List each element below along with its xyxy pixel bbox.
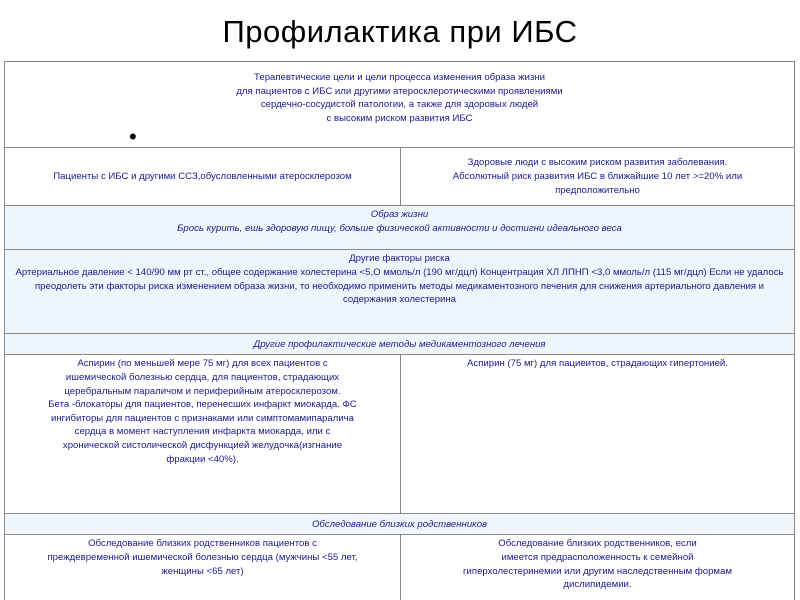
page-title: Профилактика при ИБС: [222, 14, 578, 49]
prophylaxis-heading: Другие профилактические методы медикаментозного лечения: [253, 338, 546, 350]
healthy-high-risk-cell: [401, 148, 795, 206]
risk-factors-cell: [5, 250, 795, 334]
family-ibs-cell: [5, 535, 401, 600]
aspirin-ibs-cell: [5, 355, 401, 514]
lifestyle-text: Брось курить, ешь здоровую пищу, больше физической активности и достигни идеального веса: [177, 222, 622, 234]
lifestyle-heading: Образ жизни: [370, 209, 429, 221]
aspirin-hypertension-cell: [401, 355, 795, 514]
lifestyle-cell: [5, 206, 795, 250]
risk-factors-heading: Другие факторы риска: [349, 253, 450, 265]
intro-cell: [5, 62, 795, 148]
family-hypercholesterolemia-text: Обследование близких родственников, если имеется предрасположенность к семейной гиперхолестеринемии или другим наследственным формам дислипидемии.: [463, 538, 732, 591]
aspirin-ibs-text: Аспирин (по меньшей мере 75 мг) для всех пациентов с ишемической болезнью сердца, для пациентов, страдающих церебральным параличом и периферийным атеросклерозом. Бета -блокаторы для пациентов, перенесших инфаркт миокарда. ФС ингибиторы для пациентов с признаками или симптомамипаралича сердца в момент наступления инфаркта миокарда, или с хронической систолической дисфункцией желудочка(изгнание фракции <40%).: [48, 358, 357, 465]
healthy-high-risk-text: Здоровые люди с высоким риском развития заболевания. Абсолютный риск развития ИБС в ближайшие 10 лет >=20% или предположительно: [452, 157, 743, 196]
family-hypercholesterolemia-cell: [401, 535, 795, 600]
patients-ibs-cell: [5, 148, 401, 206]
patients-ibs-text: Пациенты с ИБС и другими ССЗ,обусловленными атеросклерозом: [53, 171, 352, 183]
family-heading-cell: [5, 514, 795, 535]
family-heading: Обследование близких родственников: [311, 518, 488, 530]
risk-factors-text: Артериальное давление < 140/90 мм рт ст., общее содержание холестерина <5,О ммоль/л (190 мг/дцл) Концентрация ХЛ ЛПНП <3,0 ммоль/л (115 мг/дцл) Если не удалось преодолеть эти факторы риска изменением образа жизни, то необходимо применить методы медикаментозного печения для снижения артериального давления и содержания холестерина: [15, 266, 784, 306]
prevention-table: [4, 61, 795, 600]
family-ibs-text: Обследование близких родственников пациентов с преждевременной ишемической болезнью сердца (мужчины <55 лет, женщины <65 лет): [47, 538, 358, 577]
intro-text: Терапевтические цели и цели процесса изменения образа жизни для пациентов с ИБС или другими атеросклеротическими проявлениями сердечно-сосудистой патологии, а также для здоровых людей с высоким риском развития ИБС: [236, 72, 563, 124]
bullet-icon: •: [129, 124, 137, 148]
prophylaxis-heading-cell: [5, 334, 795, 355]
aspirin-hypertension-text: Аспирин (75 мг) для пациеитов, страдающих гипертонией.: [467, 358, 728, 370]
